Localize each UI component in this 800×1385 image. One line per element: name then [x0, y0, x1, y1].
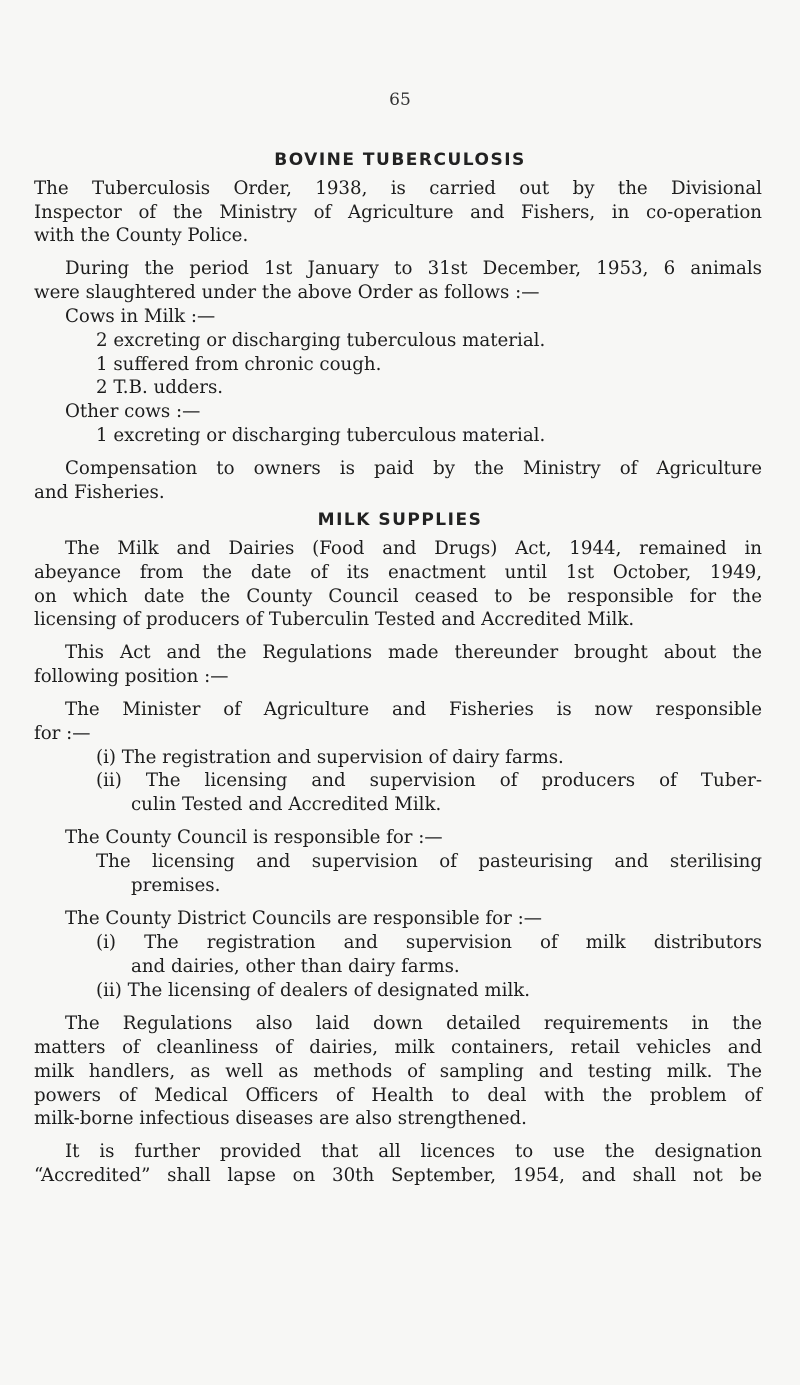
paragraph-line: The County District Councils are responsible for :— [65, 908, 542, 929]
section-heading-bovine-tuberculosis: BOVINE TUBERCULOSIS [274, 150, 526, 170]
list-item: (i) The registration and supervision of dairy farms. [96, 747, 564, 768]
list-label: Other cows :— [65, 401, 201, 422]
paragraph-line: matters of cleanliness of dairies, milk containers, retail vehicles and [34, 1037, 762, 1058]
paragraph-line: milk handlers, as well as methods of sampling and testing milk. The [34, 1061, 762, 1082]
list-item: (i) The registration and supervision of milk distributors [96, 932, 762, 953]
list-item: The licensing and supervision of pasteurising and sterilising [96, 851, 762, 872]
section-heading-milk-supplies: MILK SUPPLIES [317, 510, 483, 530]
paragraph-line: Inspector of the Ministry of Agriculture and Fishers, in co-operation [34, 202, 762, 223]
paragraph-line: The County Council is responsible for :— [65, 827, 443, 848]
paragraph-line: and Fisheries. [34, 482, 165, 503]
list-item: 2 excreting or discharging tuberculous material. [96, 330, 546, 351]
paragraph-line: It is further provided that all licences to use the designation [65, 1141, 762, 1162]
list-item: (ii) The licensing of dealers of designated milk. [96, 980, 531, 1001]
list-label: Cows in Milk :— [65, 306, 216, 327]
list-item: 1 excreting or discharging tuberculous material. [96, 425, 546, 446]
paragraph-line: Compensation to owners is paid by the Ministry of Agriculture [65, 458, 762, 479]
paragraph-line: During the period 1st January to 31st December, 1953, 6 animals [65, 258, 762, 279]
list-item: 2 T.B. udders. [96, 377, 224, 398]
paragraph-line: on which date the County Council ceased to be responsible for the [34, 586, 762, 607]
paragraph-line: This Act and the Regulations made thereunder brought about the [65, 642, 762, 663]
list-item: premises. [131, 875, 221, 896]
paragraph-line: licensing of producers of Tuberculin Tested and Accredited Milk. [34, 609, 635, 630]
paragraph-line: for :— [34, 723, 91, 744]
paragraph-line: following position :— [34, 666, 229, 687]
paragraph-line: The Minister of Agriculture and Fisheries is now responsible [65, 699, 762, 720]
list-item: and dairies, other than dairy farms. [131, 956, 460, 977]
paragraph-line: The Regulations also laid down detailed requirements in the [65, 1013, 762, 1034]
list-item: culin Tested and Accredited Milk. [131, 794, 442, 815]
paragraph-line: with the County Police. [34, 225, 249, 246]
paragraph-line: The Milk and Dairies (Food and Drugs) Act, 1944, remained in [65, 538, 762, 559]
paragraph-line: milk-borne infectious diseases are also strengthened. [34, 1108, 527, 1129]
list-item: 1 suffered from chronic cough. [96, 354, 382, 375]
list-item: (ii) The licensing and supervision of producers of Tuber- [96, 770, 762, 791]
paragraph-line: abeyance from the date of its enactment until 1st October, 1949, [34, 562, 762, 583]
paragraph-line: were slaughtered under the above Order as follows :— [34, 282, 540, 303]
page-number: 65 [389, 90, 411, 110]
paragraph-line: “Accredited” shall lapse on 30th September, 1954, and shall not be [34, 1165, 762, 1186]
paragraph-line: The Tuberculosis Order, 1938, is carried out by the Divisional [34, 178, 762, 199]
paragraph-line: powers of Medical Officers of Health to deal with the problem of [34, 1085, 762, 1106]
